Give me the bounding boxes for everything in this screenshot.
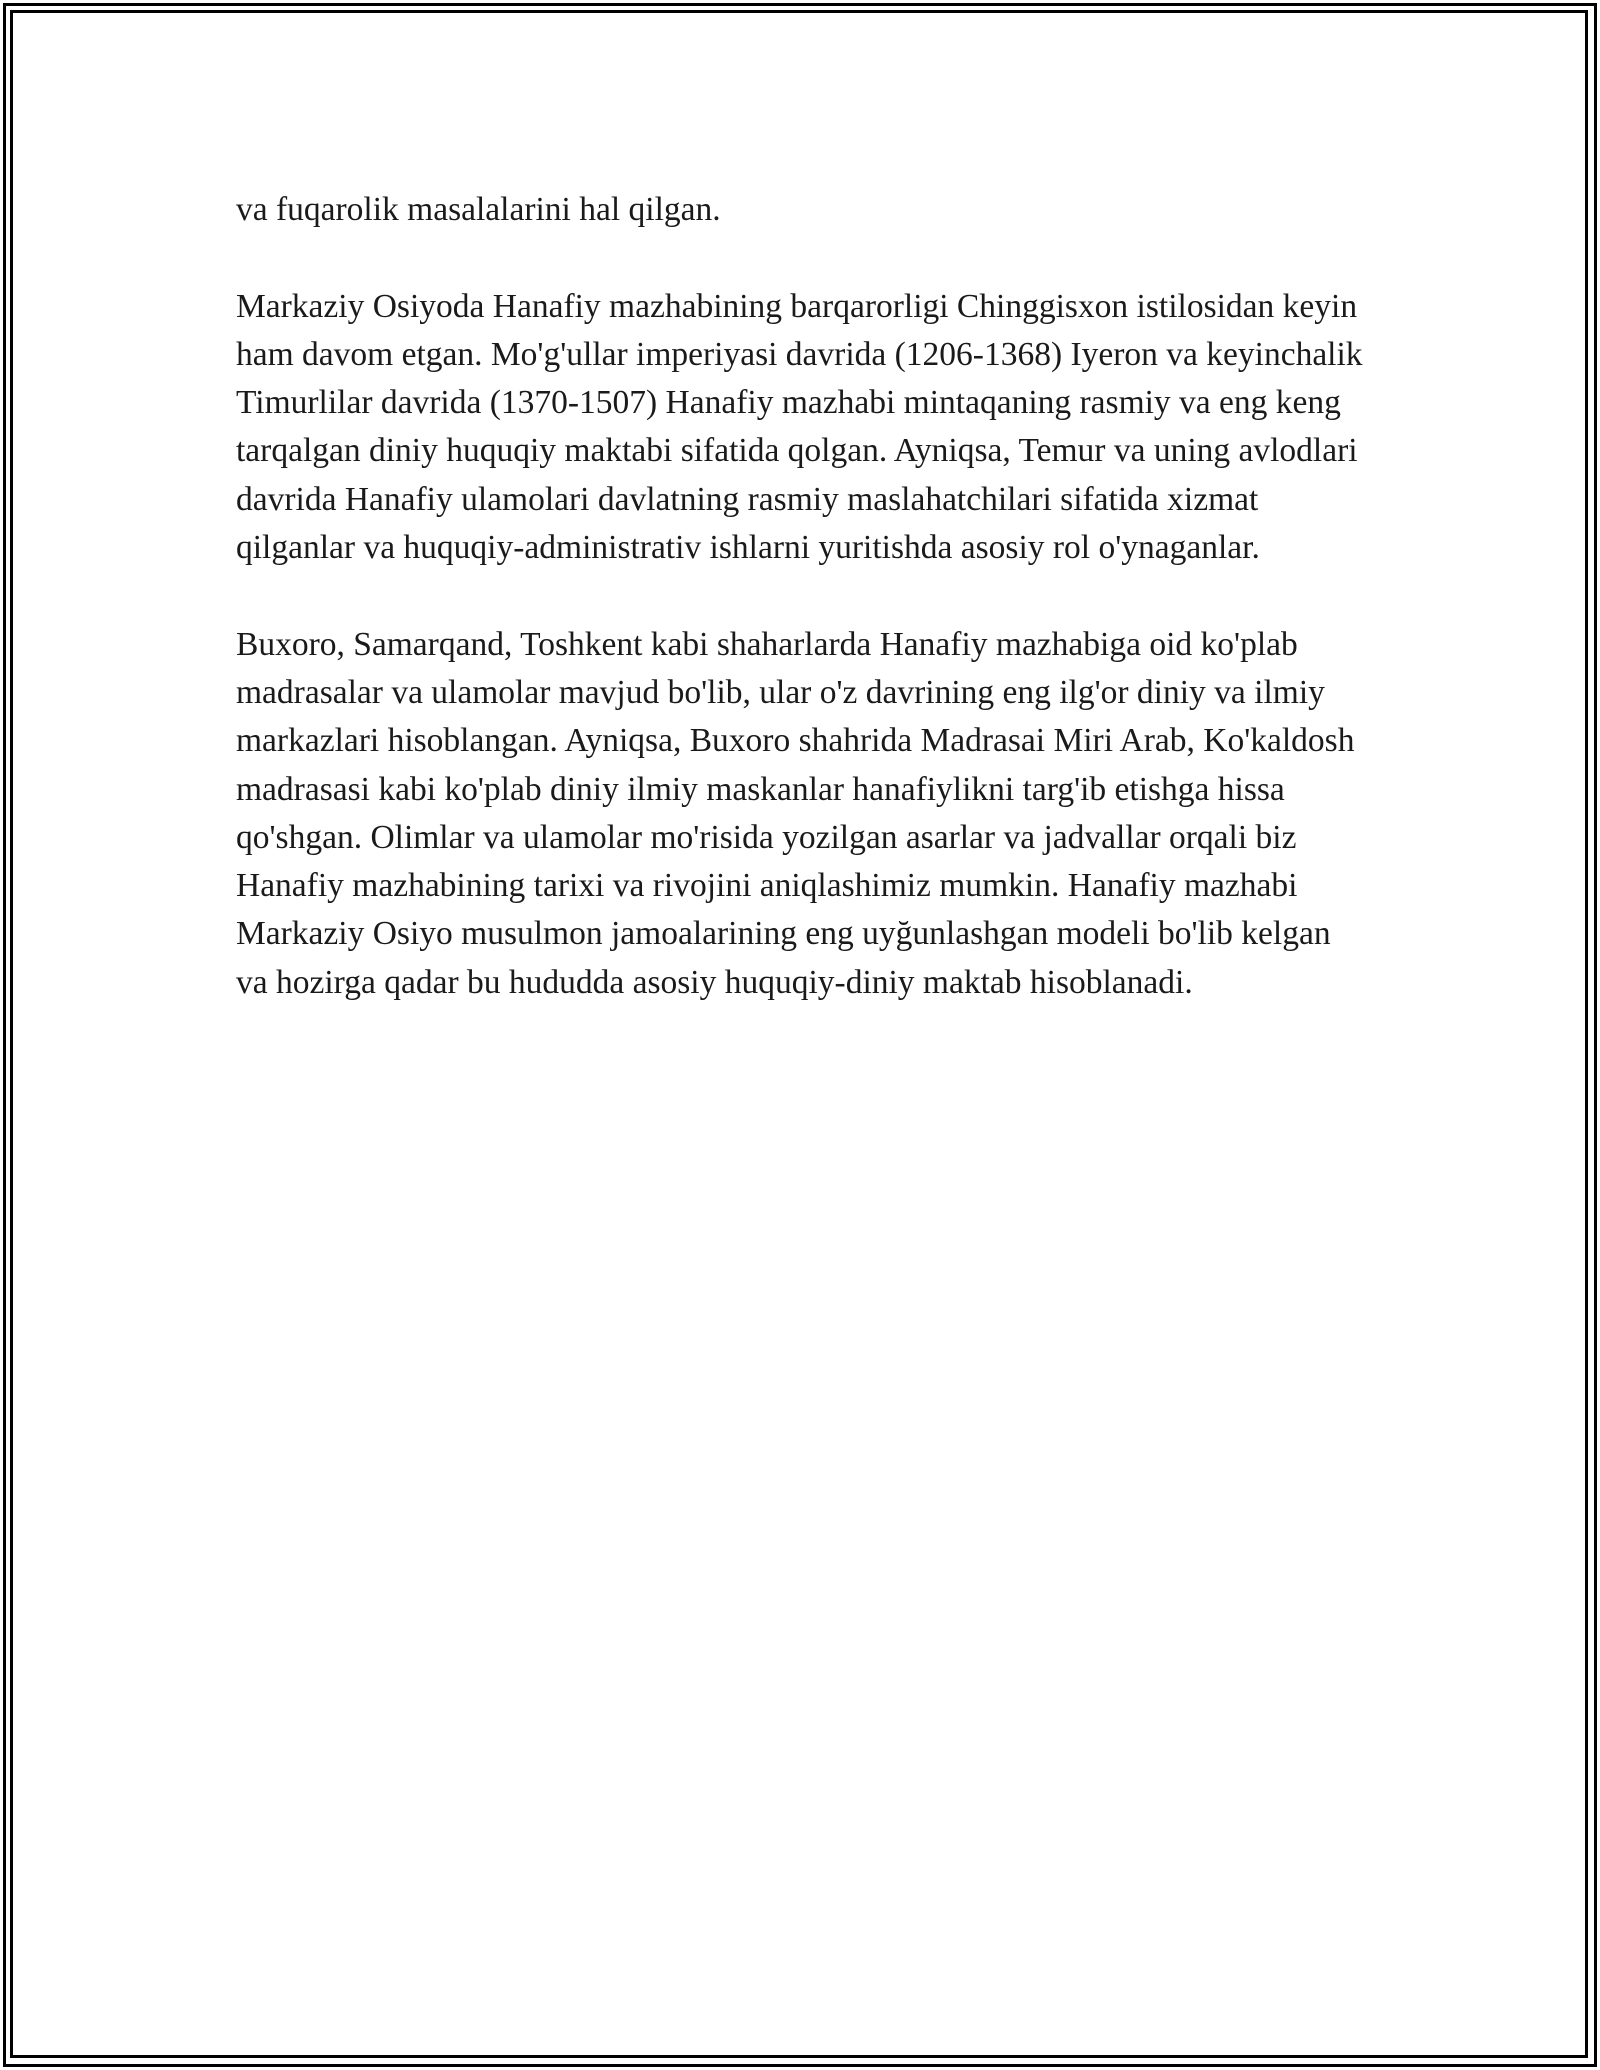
document-body (236, 186, 1366, 1055)
paragraph-cities-madrasas: Buxoro, Samarqand, Toshkent kabi shaharlarda Hanafiy mazhabiga oid ko'plab madrasalar va ulamolar mavjud bo'lib, ular o'z davrining eng ilg'or diniy va ilmiy markazlari hisoblangan. Ayniqsa, Buxoro shahrida Madrasai Miri Arab, Ko'kaldosh madrasasi kabi ko'plab diniy ilmiy maskanlar hanafiylikni targ'ib etishga hissa qo'shgan. Olimlar va ulamolar mo'risida yozilgan asarlar va jadvallar orqali biz Hanafiy mazhabining tarixi va rivojini aniqlashimiz mumkin. Hanafiy mazhabi Markaziy Osiyo musulmon jamoalarining eng uyğunlashgan modeli bo'lib kelgan va hozirga qadar bu hududda asosiy huquqiy-diniy maktab hisoblanadi. (236, 625, 1355, 1001)
paragraph-continuation: va fuqarolik masalalarini hal qilgan. (236, 191, 721, 228)
paragraph-stability-after-conquest: Markaziy Osiyoda Hanafiy mazhabining barqarorligi Chinggisxon istilosidan keyin ham davom etgan. Mo'g'ullar imperiyasi davrida (1206-1368) Iyeron va keyinchalik Timurlilar davrida (1370-1507) Hanafiy mazhabi mintaqaning rasmiy va eng keng tarqalgan diniy huquqiy maktabi sifatida qolgan. Ayniqsa, Temur va uning avlodlari davrida Hanafiy ulamolari davlatning rasmiy maslahatchilari sifatida xizmat qilganlar va huquqiy-administrativ ishlarni yuritishda asosiy rol o'ynaganlar. (236, 287, 1363, 567)
